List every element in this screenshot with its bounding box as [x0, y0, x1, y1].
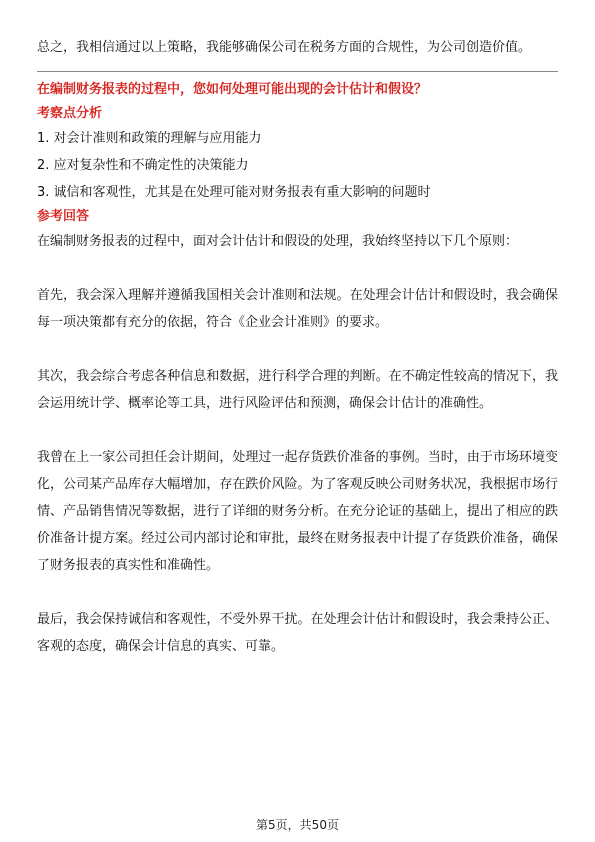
analysis-title: 考察点分析	[37, 106, 103, 121]
analysis-list	[37, 125, 558, 206]
analysis-item: 3. 诚信和客观性，尤其是在处理可能对财务报表有重大影响的问题时	[37, 185, 431, 200]
section-divider	[37, 71, 558, 72]
answer-paragraph: 首先，我会深入理解并遵循我国相关会计准则和法规。在处理会计估计和假设时，我会确保每一项决策都有充分的依据，符合《企业会计准则》的要求。	[37, 288, 558, 330]
answer-title: 参考回答	[37, 209, 90, 224]
intro-paragraph: 总之，我相信通过以上策略，我能够确保公司在税务方面的合规性，为公司创造价值。	[37, 40, 532, 55]
answer-paragraph: 最后，我会保持诚信和客观性，不受外界干扰。在处理会计估计和假设时，我会秉持公正、客观的态度，确保会计信息的真实、可靠。	[37, 612, 558, 654]
question-heading: 在编制财务报表的过程中，您如何处理可能出现的会计估计和假设？	[37, 82, 428, 97]
analysis-item: 2. 应对复杂性和不确定性的决策能力	[37, 158, 249, 173]
answer-paragraph: 其次，我会综合考虑各种信息和数据，进行科学合理的判断。在不确定性较高的情况下，我会运用统计学、概率论等工具，进行风险评估和预测，确保会计估计的准确性。	[37, 369, 558, 411]
page-footer: 第5页，共50页	[256, 818, 339, 832]
paragraph-gap	[37, 336, 558, 363]
page-content	[37, 34, 558, 660]
paragraph-gap	[37, 579, 558, 606]
paragraph-gap	[37, 255, 558, 282]
answer-opening: 在编制财务报表的过程中，面对会计估计和假设的处理，我始终坚持以下几个原则：	[37, 234, 519, 249]
analysis-item: 1. 对会计准则和政策的理解与应用能力	[37, 131, 262, 146]
paragraph-gap	[37, 417, 558, 444]
answer-paragraph: 我曾在上一家公司担任会计期间，处理过一起存货跌价准备的事例。当时，由于市场环境变化，公司某产品库存大幅增加，存在跌价风险。为了客观反映公司财务状况，我根据市场行情、产品销售情况等数据，进行了详细的财务分析。在充分论证的基础上，提出了相应的跌价准备计提方案。经过公司内部讨论和审批，最终在财务报表中计提了存货跌价准备，确保了财务报表的真实性和准确性。	[37, 450, 558, 573]
